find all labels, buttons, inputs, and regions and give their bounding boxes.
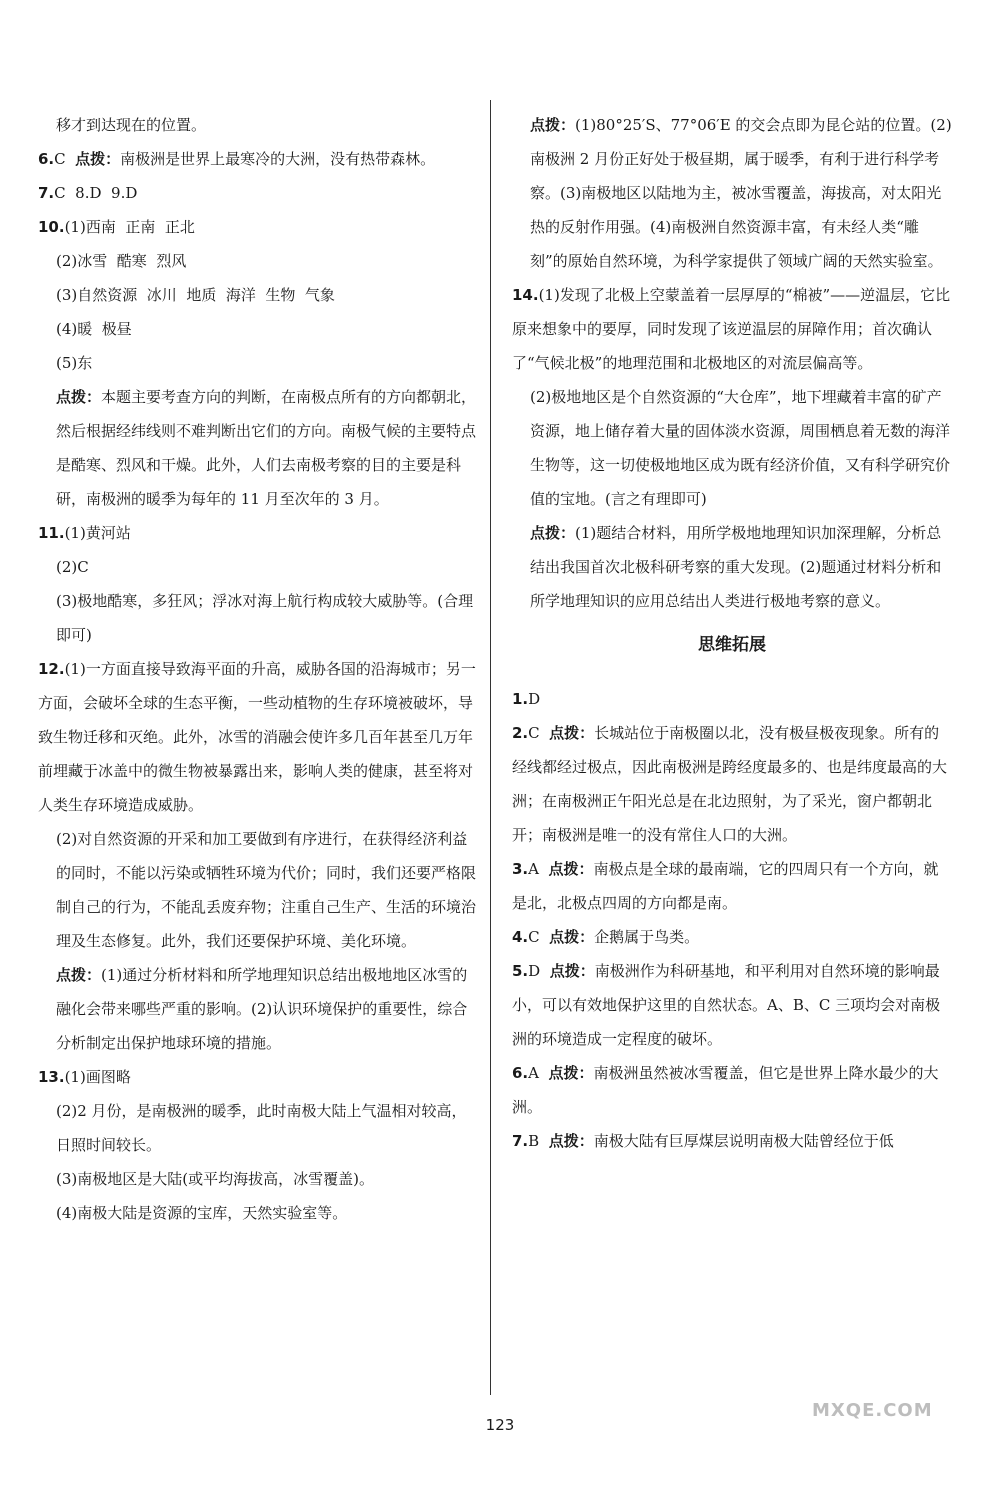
answer-paragraph xyxy=(38,516,480,550)
question-number: 7. xyxy=(512,1132,529,1150)
answer-paragraph xyxy=(512,1124,952,1158)
answer-text: (2)C xyxy=(56,558,89,576)
answer-text: (1)西南 正南 正北 xyxy=(64,218,195,236)
answer-text: 移才到达现在的位置。 xyxy=(56,116,207,134)
answer-text: D xyxy=(528,690,541,708)
hint-label: 点拨： xyxy=(56,388,102,406)
page-number: 123 xyxy=(485,1416,515,1434)
right-bottom-answers xyxy=(512,682,952,1158)
right-column xyxy=(512,108,952,1158)
answer-text: 长城站位于南极圈以北，没有极昼极夜现象。所有的经线都经过极点，因此南极洲是跨经度最多的、也是纬度最高的大洲；在南极洲正午阳光总是在北边照射，为了采光，窗户都朝北开；南极洲是唯一的没有常住人口的大洲。 xyxy=(512,724,948,844)
answer-paragraph xyxy=(512,278,952,380)
answer-text: (1)通过分析材料和所学地理知识总结出极地地区冰雪的融化会带来哪些严重的影响。(2)认识环境保护的重要性，综合分析制定出保护地球环境的措施。 xyxy=(56,966,468,1052)
answer-text: 南极大陆有巨厚煤层说明南极大陆曾经位于低 xyxy=(593,1132,894,1150)
answer-paragraph xyxy=(38,1162,480,1196)
answer-text: (1)发现了北极上空蒙盖着一层厚厚的“棉被”——逆温层，它比原来想象中的要厚，同时发现了该逆温层的屏障作用；首次确认了“气候北极”的地理范围和北极地区的对流层偏高等。 xyxy=(512,286,951,372)
answer-text: 南极洲作为科研基地，和平利用对自然环境的影响最小，可以有效地保护这里的自然状态。A、B、C 三项均会对南极洲的环境造成一定程度的破坏。 xyxy=(512,962,941,1048)
answer-paragraph xyxy=(38,958,480,1060)
answer-paragraph xyxy=(512,682,952,716)
answer-paragraph xyxy=(512,380,952,516)
answer-text: 南极点是全球的最南端，它的四周只有一个方向，就是北，北极点四周的方向都是南。 xyxy=(512,860,939,912)
hint-label: 点拨： xyxy=(530,524,576,542)
answer-paragraph xyxy=(512,1056,952,1124)
hint-label: 点拨： xyxy=(549,724,595,742)
hint-label: 点拨： xyxy=(548,860,594,878)
answer-paragraph xyxy=(38,312,480,346)
question-number: 1. xyxy=(512,690,529,708)
answer-text: 南极洲虽然被冰雪覆盖，但它是世界上降水最少的大洲。 xyxy=(512,1064,939,1116)
choice-answer: C xyxy=(528,724,550,742)
answer-paragraph xyxy=(512,716,952,852)
hint-label: 点拨： xyxy=(548,1064,594,1082)
answer-paragraph xyxy=(512,954,952,1056)
answer-text: (2)对自然资源的开采和加工要做到有序进行，在获得经济利益的同时，不能以污染或牺牲环境为代价；同时，我们还要严格限制自己的行为，不能乱丢废弃物；注重自己生产、生活的环境治理及生态修复。此外，我们还要保护环境、美化环境。 xyxy=(56,830,477,950)
question-number: 4. xyxy=(512,928,529,946)
answer-paragraph xyxy=(512,108,952,278)
answer-paragraph xyxy=(38,1094,480,1162)
answer-paragraph xyxy=(38,108,480,142)
answer-text: (1)画图略 xyxy=(64,1068,131,1086)
answer-text: (2)2 月份，是南极洲的暖季，此时南极大陆上气温相对较高，日照时间较长。 xyxy=(56,1102,467,1154)
answer-text: 本题主要考查方向的判断，在南极点所有的方向都朝北，然后根据经纬线则不难判断出它们的方向。南极气候的主要特点是酷寒、烈风和干燥。此外，人们去南极考察的目的主要是科研，南极洲的暖季为每年的 11 月至次年的 3 月。 xyxy=(56,388,477,508)
question-number: 7. xyxy=(38,184,55,202)
answer-text: 南极洲是世界上最寒冷的大洲，没有热带森林。 xyxy=(120,150,436,168)
hint-label: 点拨： xyxy=(75,150,121,168)
answer-paragraph xyxy=(512,852,952,920)
answer-text: (1)80°25′S、77°06′E 的交会点即为昆仑站的位置。(2)南极洲 2 月份正好处于极昼期，属于暖季，有利于进行科学考察。(3)南极地区以陆地为主，被冰雪覆盖，海拔高，对太阳光热的反射作用强。(4)南极洲自然资源丰富，有未经人类“雕刻”的原始自然环境，为科学家提供了领域广阔的天然实验室。 xyxy=(530,116,952,270)
answer-paragraph xyxy=(38,1196,480,1230)
question-number: 3. xyxy=(512,860,529,878)
answer-paragraph xyxy=(38,822,480,958)
answer-text: 企鹅属于鸟类。 xyxy=(594,928,700,946)
answer-text: (2)极地地区是个自然资源的“大仓库”，地下埋藏着丰富的矿产资源，地上储存着大量的固体淡水资源，周围栖息着无数的海洋生物等，这一切使极地地区成为既有经济价值，又有科学研究价值的宝地。(言之有理即可) xyxy=(530,388,951,508)
question-number: 6. xyxy=(38,150,55,168)
section-heading: 思维拓展 xyxy=(698,635,766,655)
answer-text: (3)极地酷寒，多狂风；浮冰对海上航行构成较大威胁等。(合理即可) xyxy=(56,592,474,644)
choice-answer: B xyxy=(528,1132,549,1150)
answer-text: (4)南极大陆是资源的宝库，天然实验室等。 xyxy=(56,1204,348,1222)
watermark-logo: MXQE.COM xyxy=(812,1400,933,1421)
hint-label: 点拨： xyxy=(548,1132,594,1150)
answer-text: (3)自然资源 冰川 地质 海洋 生物 气象 xyxy=(56,286,335,304)
hint-label: 点拨： xyxy=(549,928,595,946)
answer-text: (1)题结合材料，用所学极地地理知识加深理解，分析总结出我国首次北极科研考察的重大发现。(2)题通过材料分析和所学地理知识的应用总结出人类进行极地考察的意义。 xyxy=(530,524,942,610)
column-divider xyxy=(490,100,491,1395)
hint-label: 点拨： xyxy=(56,966,102,984)
answer-paragraph xyxy=(38,176,480,210)
choice-answer: D xyxy=(528,962,550,980)
answer-paragraph xyxy=(38,142,480,176)
choice-answer: C xyxy=(54,150,76,168)
choice-answer: A xyxy=(528,1064,549,1082)
choice-answer: A xyxy=(528,860,549,878)
answer-paragraph xyxy=(38,244,480,278)
question-number: 13. xyxy=(38,1068,65,1086)
right-top-answers xyxy=(512,108,952,618)
answer-paragraph xyxy=(38,380,480,516)
question-number: 11. xyxy=(38,524,65,542)
answer-text: C 8.D 9.D xyxy=(54,184,138,202)
question-number: 2. xyxy=(512,724,529,742)
answer-paragraph xyxy=(38,346,480,380)
answer-paragraph xyxy=(38,210,480,244)
answer-paragraph xyxy=(38,584,480,652)
answer-paragraph xyxy=(38,278,480,312)
answer-text: (1)一方面直接导致海平面的升高，威胁各国的沿海城市；另一方面，会破坏全球的生态平衡，一些动植物的生存环境被破坏，导致生物迁移和灭绝。此外，冰雪的消融会使许多几百年甚至几万年前埋藏于冰盖中的微生物被暴露出来，影响人类的健康，甚至将对人类生存环境造成威胁。 xyxy=(38,660,476,814)
answer-text: (3)南极地区是大陆(或平均海拔高，冰雪覆盖)。 xyxy=(56,1170,374,1188)
choice-answer: C xyxy=(528,928,550,946)
question-number: 14. xyxy=(512,286,539,304)
answer-text: (2)冰雪 酷寒 烈风 xyxy=(56,252,187,270)
answer-paragraph xyxy=(512,920,952,954)
answer-paragraph xyxy=(512,516,952,618)
question-number: 10. xyxy=(38,218,65,236)
answer-text: (5)东 xyxy=(56,354,93,372)
answer-paragraph xyxy=(38,550,480,584)
left-column xyxy=(38,108,480,1230)
hint-label: 点拨： xyxy=(549,962,595,980)
answer-text: (4)暖 极昼 xyxy=(56,320,132,338)
answer-paragraph xyxy=(38,1060,480,1094)
hint-label: 点拨： xyxy=(530,116,576,134)
question-number: 6. xyxy=(512,1064,529,1082)
answer-text: (1)黄河站 xyxy=(64,524,131,542)
answer-paragraph xyxy=(38,652,480,822)
question-number: 5. xyxy=(512,962,529,980)
question-number: 12. xyxy=(38,660,65,678)
